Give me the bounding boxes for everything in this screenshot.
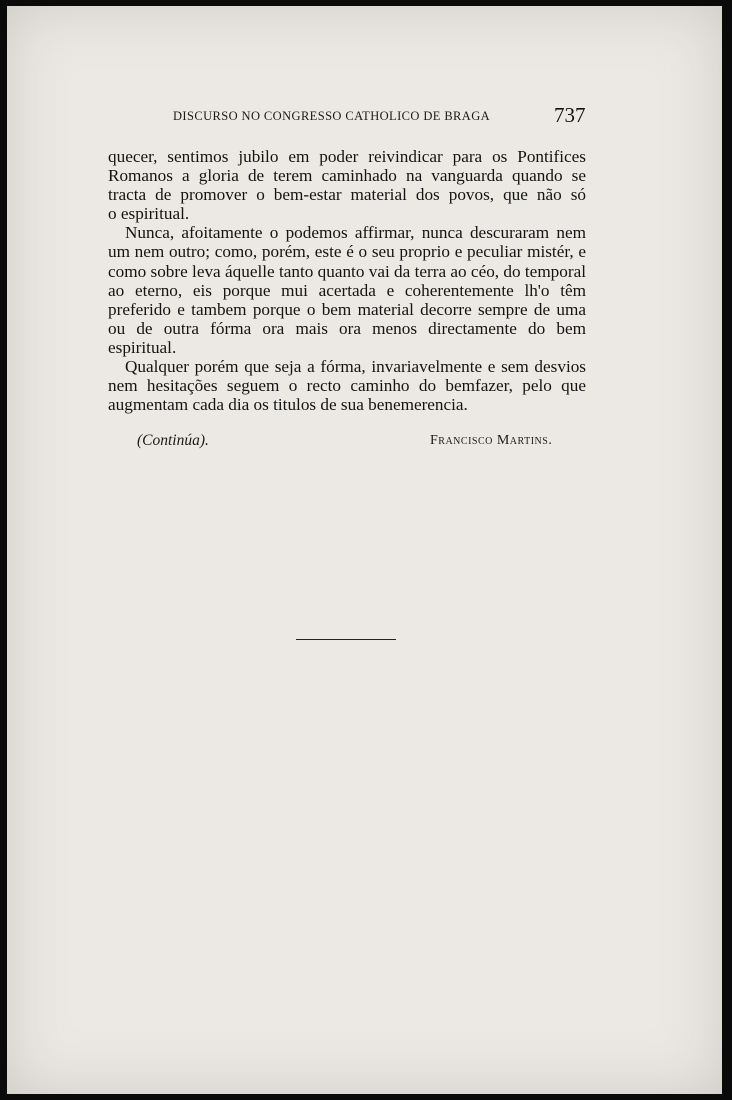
section-rule xyxy=(296,639,396,640)
page-header xyxy=(7,103,722,133)
continua-note: (Continúa). xyxy=(137,432,209,449)
paragraph-1 xyxy=(108,147,586,223)
text-line: quecer, sentimos jubilo em poder reivindicar para os Pontifices xyxy=(108,147,586,166)
signature-line xyxy=(7,430,722,454)
text-line: tracta de promover o bem-estar material dos povos, que não só xyxy=(108,185,586,205)
paragraph-2: Nunca, afoitamente o podemos affirmar, nunca descuraram nem um nem outro; como, porém, este é o seu proprio e peculiar mistér, e como sobre leva áquelle tanto quanto vai da terra ao céo, do temporal ao eterno, eis porque mui acertada e coherentemente lh'o têm preferido e tambem porque o bem material decorre sempre de uma ou de outra fórma ora mais ora menos directamente do bem espiritual. xyxy=(108,223,586,357)
author-name: Francisco Martins. xyxy=(430,433,553,448)
text-line: o espiritual. xyxy=(108,204,190,224)
text-line: Romanos a gloria de terem caminhado na vanguarda quando se xyxy=(108,166,586,186)
paragraph-3: Qualquer porém que seja a fórma, invariavelmente e sem desvios nem hesitações seguem o recto caminho do bemfazer, pelo que augmentam cada dia os titulos de sua benemerencia. xyxy=(108,357,586,415)
document-page xyxy=(7,6,722,1094)
page-number: 737 xyxy=(554,103,586,127)
body-text xyxy=(108,147,586,414)
running-head: DISCURSO NO CONGRESSO CATHOLICO DE BRAGA xyxy=(173,109,491,123)
